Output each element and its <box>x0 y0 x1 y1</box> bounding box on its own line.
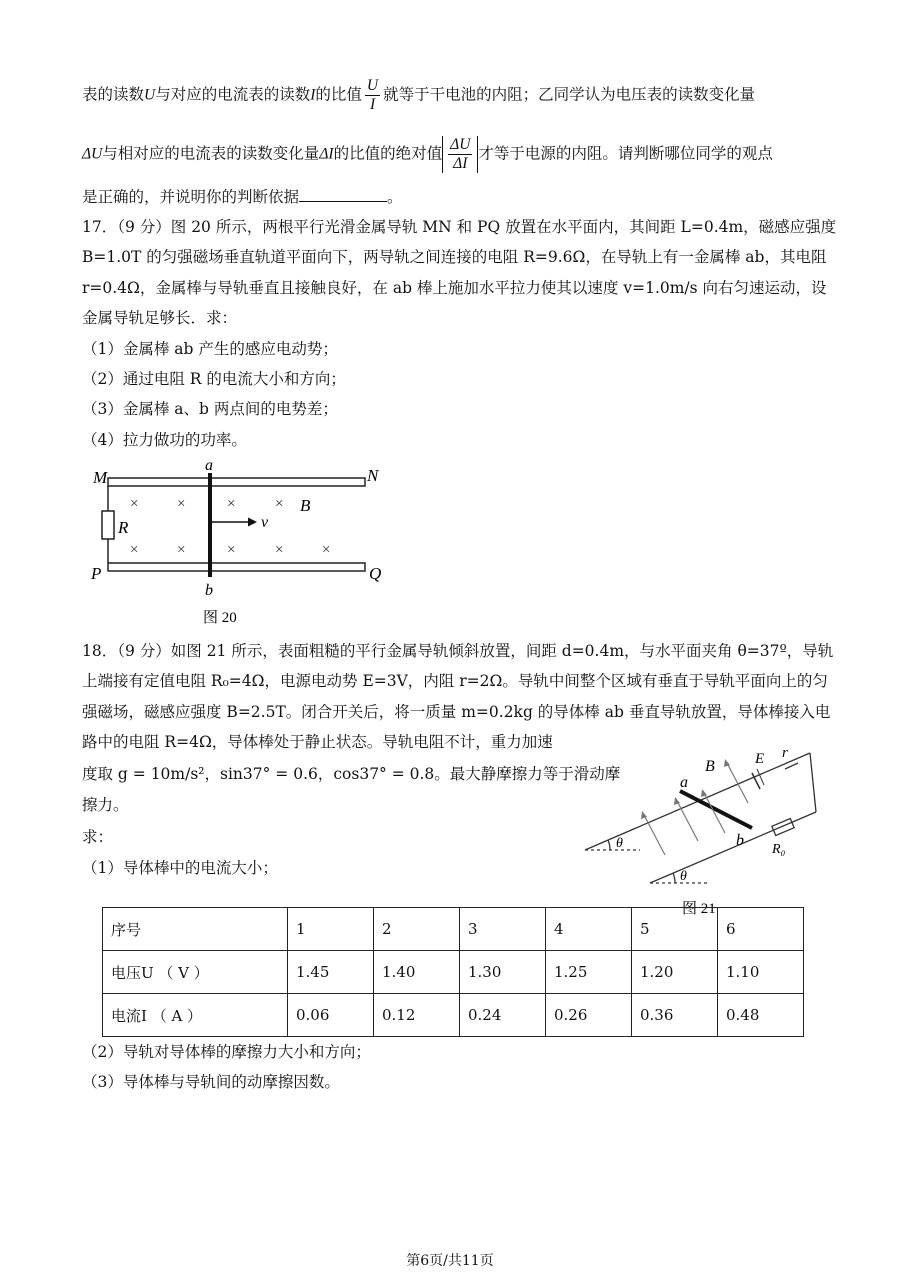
fraction-denominator: I <box>369 96 376 113</box>
table-header-cell: 5 <box>632 908 718 951</box>
figure-20 <box>85 455 405 627</box>
label-a: a <box>205 457 213 474</box>
text: 就等于干电池的内阻；乙同学认为电压表的读数变化量 <box>383 85 756 104</box>
label-q: Q <box>369 564 382 583</box>
label-a: a <box>680 774 688 791</box>
angle-arc <box>608 840 610 850</box>
label-r: R <box>118 518 129 537</box>
resistor-r <box>102 511 114 539</box>
text: 的比值 <box>315 85 362 104</box>
cross-icon: × <box>322 542 331 558</box>
table-cell: 1.40 <box>374 951 460 994</box>
table-cell: 1.25 <box>546 951 632 994</box>
switch-arm <box>785 763 798 769</box>
cross-icon: × <box>227 542 236 558</box>
var-i: I <box>310 86 316 104</box>
table-header-cell: 6 <box>718 908 804 951</box>
q17-sub-2: （2）通过电阻 R 的电流大小和方向； <box>82 370 346 388</box>
rail-mn <box>108 478 365 486</box>
q18-line: 擦力。 <box>82 796 129 814</box>
label-b-field: B <box>300 496 311 515</box>
label-theta: θ <box>616 836 623 851</box>
caption-fig-21: 图 21 <box>682 901 716 917</box>
table-header-cell: 2 <box>374 908 460 951</box>
table-cell: 0.48 <box>718 994 804 1037</box>
label-p: P <box>91 564 102 583</box>
end-wire <box>810 753 816 812</box>
table-header-cell: 4 <box>546 908 632 951</box>
b-field-arrow <box>644 815 665 855</box>
table-cell: 0.06 <box>288 994 374 1037</box>
label-b-field: B <box>705 758 715 775</box>
table-row <box>103 994 804 1037</box>
table-header-cell: 1 <box>288 908 374 951</box>
table-header-cell: 序号 <box>103 908 288 951</box>
label-theta: θ <box>680 869 687 884</box>
q18-line: 度取 g = 10m/s²，sin37° = 0.6，cos37° = 0.8。最大静摩擦力等于滑动摩 <box>82 765 621 783</box>
table-cell: 0.24 <box>460 994 546 1037</box>
q18-sub-3: （3）导体棒与导轨间的动摩擦因数。 <box>82 1073 340 1091</box>
arrowhead-icon <box>248 518 257 527</box>
label-b: b <box>205 582 213 599</box>
rail-lower <box>650 812 816 883</box>
conductor-rod-ab <box>680 791 752 828</box>
figure-21 <box>580 745 830 920</box>
fraction-numerator: ΔU <box>450 136 471 153</box>
q17-line: r=0.4Ω，金属棒与导轨垂直且接触良好，在 ab 棒上施加水平拉力使其以速度 v=1.0m/s 向右匀速运动，设 <box>82 279 827 297</box>
table-cell: 0.12 <box>374 994 460 1037</box>
angle-arc <box>673 873 675 883</box>
q18-line: 求： <box>82 828 114 846</box>
cross-icon: × <box>177 496 186 512</box>
fraction-denominator: ΔI <box>453 155 468 172</box>
intro-line-3 <box>82 186 403 208</box>
label-m: M <box>93 468 108 487</box>
table-row <box>103 951 804 994</box>
cross-icon: × <box>275 496 284 512</box>
table-cell: 电流I （ A ） <box>103 994 288 1037</box>
q18-sub-1: （1）导体棒中的电流大小； <box>82 859 278 877</box>
answer-blank[interactable] <box>299 187 387 202</box>
q18-line: 强磁场，磁感应强度 B=2.5T。闭合开关后，将一质量 m=0.2kg 的导体棒 ab 垂直导轨放置，导体棒接入电 <box>82 703 831 721</box>
cross-icon: × <box>227 496 236 512</box>
text: 。 <box>387 188 403 206</box>
table-cell: 1.30 <box>460 951 546 994</box>
table-row <box>103 908 804 951</box>
q17-line: 17．（9 分）图 20 所示，两根平行光滑金属导轨 MN 和 PQ 放置在水平面内，其间距 L=0.4m，磁感应强度 <box>82 218 837 236</box>
fraction-numerator: U <box>366 77 379 94</box>
text: 是正确的，并说明你的判断依据 <box>82 188 300 206</box>
var-u: U <box>144 86 156 104</box>
q18-line: 18．（9 分）如图 21 所示，表面粗糙的平行金属导轨倾斜放置，间距 d=0.4m，与水平面夹角 θ=37º，导轨 <box>82 642 834 660</box>
battery-plate <box>757 769 764 785</box>
text: 才等于电源的内阻。请判断哪位同学的观点 <box>478 144 773 163</box>
table-cell: 1.45 <box>288 951 374 994</box>
q17-sub-1: （1）金属棒 ab 产生的感应电动势； <box>82 340 338 358</box>
fraction-du-over-di <box>448 136 472 173</box>
label-e: E <box>755 751 765 767</box>
table-cell: 1.10 <box>718 951 804 994</box>
cross-icon: × <box>130 496 139 512</box>
label-v: v <box>261 514 269 531</box>
label-r: r <box>782 745 788 761</box>
q17-line: 金属导轨足够长．求： <box>82 309 238 327</box>
b-field-arrow <box>727 763 748 803</box>
cross-icon: × <box>275 542 284 558</box>
b-field-arrow <box>677 801 698 841</box>
data-table <box>102 907 804 1037</box>
table-header-cell: 3 <box>460 908 546 951</box>
rail-pq <box>108 563 365 571</box>
cross-icon: × <box>177 542 186 558</box>
q18-line: 上端接有定值电阻 R₀=4Ω，电源电动势 E=3V，内阻 r=2Ω。导轨中间整个区域有垂直于导轨平面向上的匀 <box>82 672 828 690</box>
text: 表的读数 <box>82 85 145 104</box>
label-r0: R₀ <box>772 842 786 857</box>
cross-icon: × <box>130 542 139 558</box>
absolute-value <box>442 136 478 173</box>
q17-sub-4: （4）拉力做功的功率。 <box>82 431 247 449</box>
var-delta-i: ΔI <box>319 145 334 163</box>
intro-line-2 <box>82 136 773 173</box>
q18-line: 路中的电阻 R=4Ω，导体棒处于静止状态。导轨电阻不计，重力加速 <box>82 733 553 751</box>
text: 与相对应的电流表的读数变化量 <box>102 144 320 163</box>
q17-sub-3: （3）金属棒 a、b 两点间的电势差； <box>82 400 338 418</box>
text: 与对应的电流表的读数 <box>155 85 311 104</box>
resistor-r0 <box>772 818 794 835</box>
intro-line-1 <box>82 77 755 114</box>
table-cell: 1.20 <box>632 951 718 994</box>
page-footer: 第6页/共11页 <box>406 1253 494 1269</box>
table-cell: 0.36 <box>632 994 718 1037</box>
label-b: b <box>736 832 744 849</box>
text: 的比值的绝对值 <box>333 144 443 163</box>
fraction-u-over-i <box>365 77 380 114</box>
var-delta-u: ΔU <box>82 145 103 163</box>
q17-line: B=1.0T 的匀强磁场垂直轨道平面向下，两导轨之间连接的电阻 R=9.6Ω，在导轨上有一金属棒 ab，其电阻 <box>82 248 827 266</box>
table-cell: 0.26 <box>546 994 632 1037</box>
caption-fig-20: 图 20 <box>203 610 237 626</box>
table-cell: 电压U （ V ） <box>103 951 288 994</box>
label-n: N <box>367 466 379 485</box>
q18-sub-2: （2）导轨对导体棒的摩擦力大小和方向； <box>82 1043 371 1061</box>
